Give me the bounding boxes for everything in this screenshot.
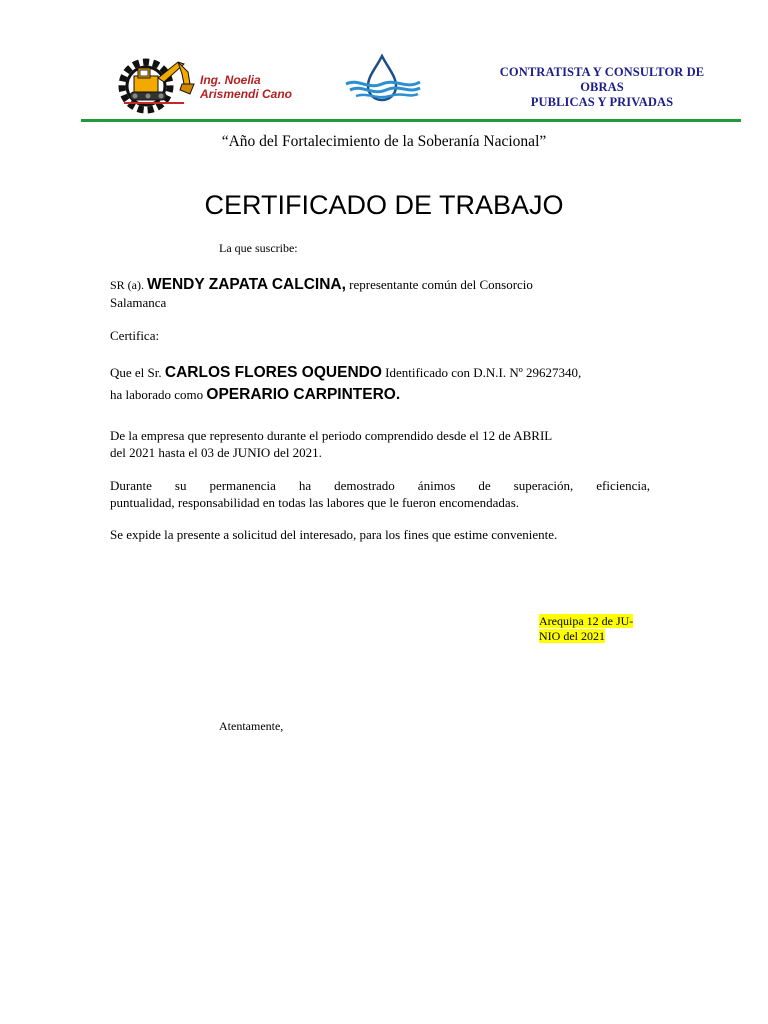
header-tagline-line1: CONTRATISTA Y CONSULTOR DE OBRAS — [499, 65, 705, 94]
farewell-text: Atentamente, — [219, 719, 284, 733]
signer-role-text: representante común del Consorcio — [345, 277, 533, 292]
worker-prefix: Que el Sr. — [110, 365, 165, 380]
worker-name: CARLOS FLORES OQUENDO — [164, 364, 382, 381]
signer-name: WENDY ZAPATA CALCINA, — [147, 276, 346, 293]
period-line2: del 2021 hasta el 03 de JUNIO del 2021. — [110, 445, 322, 460]
year-motto: “Año del Fortalecimiento de la Soberanía Nacional” — [221, 133, 547, 150]
consortium-name: Salamanca — [110, 295, 167, 310]
conduct-line1: Durante su permanencia ha demostrado ánimos de superación, eficiencia, — [110, 478, 650, 493]
conduct-line2: puntualidad, responsabilidad en todas las labores que le fueron encomendadas. — [110, 495, 520, 510]
worker-dni: Identificado con D.N.I. Nº 29627340, — [381, 365, 582, 380]
worker-paragraph — [110, 362, 650, 406]
worker-role-prefix: ha laborado como — [110, 387, 207, 402]
company-name-line1: Ing. Noelia — [200, 73, 261, 87]
excavator-gear-logo — [118, 54, 202, 114]
company-name-line2: Arismendi Cano — [200, 87, 293, 101]
signer-prefix: SR (a). — [110, 278, 147, 292]
header-tagline-line2: PUBLICAS Y PRIVADAS — [530, 95, 674, 109]
document-title: CERTIFICADO DE TRABAJO — [204, 190, 564, 220]
date-line2: NIO del 2021 — [539, 629, 605, 643]
intro-text: La que suscribe: — [219, 241, 298, 255]
date-place — [539, 614, 647, 644]
period-paragraph — [110, 427, 650, 461]
signer-paragraph — [110, 276, 650, 311]
conduct-paragraph — [110, 477, 650, 511]
date-line1: Arequipa 12 de JU- — [539, 614, 634, 628]
company-name-logo-text — [200, 73, 292, 101]
worker-role: OPERARIO CARPINTERO. — [206, 386, 401, 403]
closing-paragraph: Se expide la presente a solicitud del interesado, para los fines que estime conveniente. — [110, 527, 558, 542]
period-line1: De la empresa que represento durante el periodo comprendido desde el 12 de ABRIL — [110, 428, 553, 443]
header-divider — [81, 119, 741, 122]
header-tagline — [486, 65, 718, 110]
certifica-label: Certifica: — [110, 328, 160, 343]
water-drop-logo — [342, 54, 424, 106]
